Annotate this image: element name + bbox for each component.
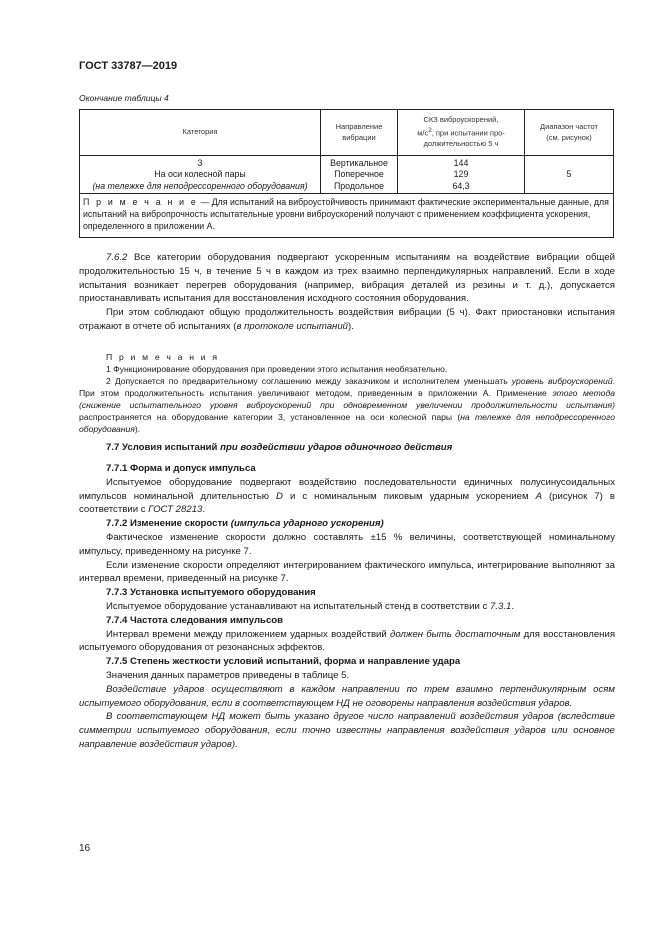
paragraph-7-7-5-b: Воздействие ударов осуществляют в каждом направлении по трем взаимно перпендикулярным осям испытуемого оборудования, если в соответствующем НД не оговорены направления воздействия ударов.: [79, 683, 615, 709]
heading-7-7-5: 7.7.5 Степень жесткости условий испытаний, форма и направление удара: [106, 656, 461, 668]
page-number: 16: [79, 843, 91, 854]
header-frequency-range: Диапазон частот (см. рисунок): [525, 110, 614, 156]
paragraph-7-7-4: Интервал времени между приложением ударных воздействий должен быть достаточным для восстановления испытуемого оборудования от резонансных эффектов.: [79, 628, 616, 654]
heading-7-7-3: 7.7.3 Установка испытуемого оборудования: [106, 587, 316, 599]
table-row: [80, 156, 614, 194]
paragraph-7-7-5-c: В соответствующем НД может быть указано другое число направлений воздействия ударов (вследствие симметрии испытуемого оборудования, если точно известны направления воздействия ударов или основное направление воздействия ударов).: [79, 711, 615, 750]
cell-category: 3 На оси колесной пары (на тележке для неподрессоренного оборудования): [80, 156, 321, 194]
document-header: ГОСТ 33787—2019: [79, 60, 178, 72]
paragraph-7-7-5-a: Значения данных параметров приведены в таблице 5.: [106, 669, 350, 681]
paragraph-7-7-3: Испытуемое оборудование устанавливают на испытательный стенд в соответствии с 7.3.1.: [106, 600, 514, 612]
table-header-row: [80, 110, 614, 156]
sections-7-7-1-to-7-7-5: [79, 462, 615, 752]
paragraph-7-6-2-duration: При этом соблюдают общую продолжительность воздействия вибрации (5 ч). Факт приостановки испытания отражают в отчете об испытаниях (в протоколе испытаний).: [79, 307, 615, 332]
cell-frequency-range: 5: [525, 156, 614, 194]
paragraph-7-7-2-a: Фактическое изменение скорости должно составлять ±15 % величины, соответствующей номинальному импульсу, приведенному на рисунке 7.: [79, 531, 615, 557]
notes-label: П р и м е ч а н и я: [106, 352, 220, 362]
heading-7-7-1: 7.7.1 Форма и допуск импульса: [106, 463, 256, 474]
cell-sko: 144 129 64,3: [398, 156, 525, 194]
note-1: 1 Функционирование оборудования при проведении этого испытания необязательно.: [106, 364, 448, 374]
heading-7-7-4: 7.7.4 Частота следования импульсов: [106, 614, 284, 626]
table-caption: Окончание таблицы 4: [79, 93, 169, 103]
section-7-7: [79, 441, 615, 455]
paragraph-7-7-2-b: Если изменение скорости определяют интегрированием фактического импульса, интегрирование выполняют за интервал времени, приведенный на рисунке 7.: [79, 559, 615, 585]
table-note: П р и м е ч а н и е — Для испытаний на виброустойчивость принимают фактические экспериментальные данные, для испытаний на вибропрочность испытательные уровни виброускорений получают с применением коэффициента ускорения, определенного в приложении А.: [80, 193, 614, 237]
cell-direction: Вертикальное Поперечное Продольное: [321, 156, 398, 194]
paragraph-7-6-2: 7.6.2 Все категории оборудования подвергают ускоренным испытаниям на воздействие вибрации общей продолжительностью 15 ч, в течение 5 ч в каждом из трех взаимно перпендикулярных направлений. Если в ходе испытания возникает перегрев оборудования (например, вибрация деталей из резины и т. д.), допускается приостанавливать испытания для восстановления исходного состояния оборудования.: [79, 252, 615, 305]
section-7-6-2: [79, 251, 615, 334]
heading-7-7: 7.7 Условия испытаний при воздействии ударов одиночного действия: [106, 442, 453, 453]
heading-7-7-2: 7.7.2 Изменение скорости (импульса ударного ускорения): [106, 518, 384, 530]
header-category: Категория: [80, 110, 321, 156]
header-sko: СКЗ виброускорений, $м/с^2$, при испытании про- должительностью 5 ч: [398, 110, 525, 156]
notes-block: [79, 351, 615, 435]
table-4-end: [79, 109, 614, 238]
note-2: 2 Допускается по предварительному соглашению между заказчиком и исполнителем уменьшать уровень виброускорений. При этом продолжительность испытания увеличивают методом, приведенным в приложении А. Применение этого метода (снижение испытательного уровня виброускорений при одновременном увеличении продолжительности испытания) распространяется на оборудование категории 3, установленное на оси колесной пары (на тележке для неподрессоренного оборудования).: [79, 376, 615, 434]
paragraph-7-7-1: Испытуемое оборудование подвергают воздействию последовательности единичных полусинусоидальных импульсов номинальной длительностью D и с номинальным пиковым ударным ускорением А (рисунок 7) в соответствии с ГОСТ 28213.: [79, 476, 615, 516]
table-note-row: [80, 193, 614, 237]
header-direction: Направление вибрации: [321, 110, 398, 156]
